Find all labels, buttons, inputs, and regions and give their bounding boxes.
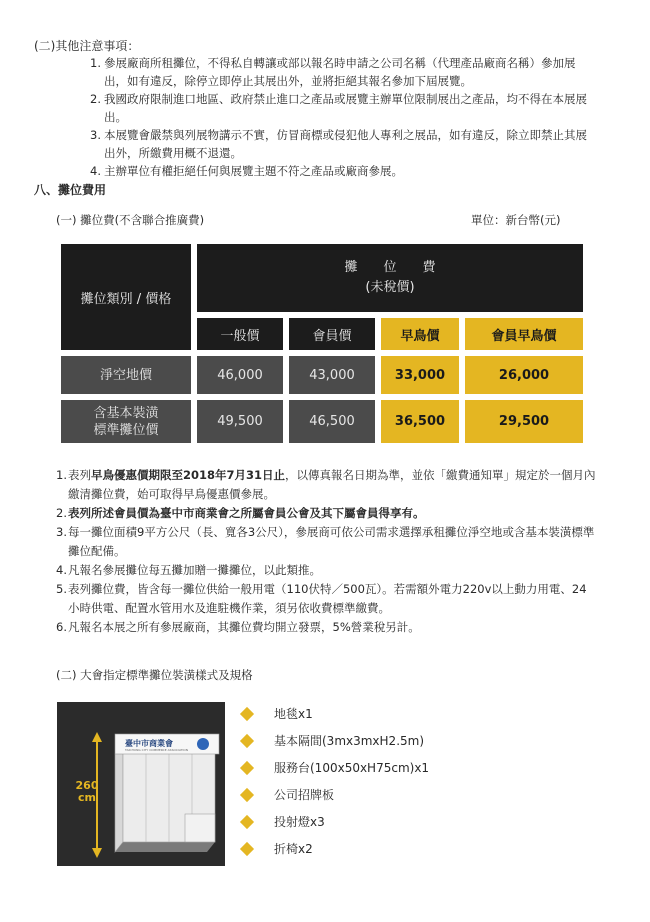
row-label: 淨空地價 [58,353,194,397]
item-text: 主辦單位有權拒絕任何與展覽主題不符之產品或廠商參展。 [104,164,403,178]
diamond-bullet-icon [240,707,254,721]
row-label [58,397,194,446]
item-number: 3. [90,128,101,142]
list-item [90,54,590,90]
spec-item [238,838,598,860]
item-number: 5. [56,582,67,596]
row-label-line1: 含基本裝潢 [93,405,159,421]
item-number: 2. [56,506,67,520]
cell-general: 49,500 [194,397,286,446]
note-bold-text: 表列所述會員價為臺中市商業會之所屬會員公會及其下屬會員得享有。 [68,506,425,520]
fee-header [194,241,586,315]
height-value: 260 [75,779,99,792]
spec-item [238,757,598,779]
note-text: ，以傳真報名日期為準，並依「繳費通知單」規定於一個月內繳清攤位費，始可取得早鳥優惠價參展。 [68,468,596,501]
diamond-bullet-icon [240,842,254,856]
spec-label: 投射燈x3 [274,815,325,829]
note-text: 每一攤位面積9平方公尺（長、寬各3公尺），參展商可依公司需求選擇承租攤位淨空地或含基本裝潢標準攤位配備。 [68,525,595,558]
section-title-booth-fee: 八、攤位費用 [34,183,107,197]
booth-sign-text: 臺中市商業會 [125,739,173,748]
item-number: 4. [90,164,101,178]
cell-early-bird: 33,000 [378,353,462,397]
spec-label: 基本隔間(3mx3mxH2.5m) [274,734,425,748]
item-text: 參展廠商所租攤位，不得私自轉讓或部以報名時申請之公司名稱（代理產品廠商名稱）參加展出，如有違反，除停立即停止其展出外，並將拒絕其報名參加下屆展覽。 [104,56,576,88]
cell-member-early-bird: 26,000 [462,353,586,397]
cell-member: 46,500 [286,397,378,446]
note-text: 凡報名本展之所有參展廠商，其攤位費均開立發票，5%營業稅另計。 [68,620,420,634]
list-item [90,126,590,162]
cell-general: 46,000 [194,353,286,397]
list-item [56,466,596,504]
spec-label: 服務台(100x50xH75cm)x1 [274,761,430,775]
price-table [58,241,586,446]
diamond-bullet-icon [240,815,254,829]
table-row [58,397,586,446]
list-item [56,580,596,618]
diamond-bullet-icon [240,788,254,802]
spec-item [238,784,598,806]
item-number: 3. [56,525,67,539]
booth-fee-subtitle: (一) 攤位費(不含聯合推廣費) [56,213,205,227]
col-member: 會員價 [286,315,378,353]
diamond-bullet-icon [240,734,254,748]
note-text: 表列 [68,468,91,482]
list-item [90,90,590,126]
cell-member-early-bird: 29,500 [462,397,586,446]
booth-height-label [71,780,103,804]
list-item [56,504,596,523]
item-number: 4. [56,563,67,577]
spec-item [238,811,598,833]
item-number: 2. [90,92,101,106]
item-number: 1. [56,468,67,482]
item-text: 本展覽會嚴禁與列展物講示不實，仿冒商標或侵犯他人專利之展品，如有違反，除立即禁止其展出外，所繳費用概不退還。 [104,128,587,160]
fee-header-note: (未稅價) [365,280,415,295]
col-general: 一般價 [194,315,286,353]
height-unit: cm [78,791,96,804]
spec-item [238,703,598,725]
list-item [56,523,596,561]
spec-label: 地毯x1 [274,707,313,721]
cell-member: 43,000 [286,353,378,397]
price-notes-list [56,466,596,637]
other-notes-title: (二)其他注意事項： [34,39,140,53]
spec-item [238,730,598,752]
note-text: 表列攤位費，皆含每一攤位供給一般用電（110伏特／500瓦）。若需額外電力220v以上動力用電、24小時供電、配置水管用水及進駐機作業，須另依收費標準繳費。 [68,582,587,615]
list-item [56,561,596,580]
col-early-bird: 早鳥價 [378,315,462,353]
item-text: 我國政府限制進口地區、政府禁止進口之產品或展覽主辦單位限制展出之產品，均不得在本展展出。 [104,92,587,124]
list-item [90,162,590,180]
list-item [56,618,596,637]
note-bold-text: 早鳥優惠價期限至2018年7月31日止 [91,468,286,482]
diamond-bullet-icon [240,761,254,775]
note-text: 凡報名參展攤位每五攤加贈一攤攤位，以此類推。 [68,563,321,577]
other-notes-list [90,54,590,180]
item-number: 6. [56,620,67,634]
booth-photo [57,702,225,866]
item-number: 1. [90,56,101,70]
col-member-early-bird: 會員早鳥價 [462,315,586,353]
booth-spec-subtitle: (二) 大會指定標準攤位裝潢樣式及規格 [56,668,253,682]
fee-header-title: 攤 位 費 [344,260,436,275]
cell-early-bird: 36,500 [378,397,462,446]
table-row [58,353,586,397]
row-label-line2: 標準攤位價 [93,422,159,438]
spec-label: 公司招牌板 [274,788,335,802]
currency-unit: 單位：新台幣(元) [471,213,561,227]
booth-sign-subtext: TAICHUNG CITY COMMERCE ASSOCIATION [125,748,188,752]
spec-label: 折椅x2 [274,842,313,856]
category-header: 攤位類別 / 價格 [58,241,194,353]
